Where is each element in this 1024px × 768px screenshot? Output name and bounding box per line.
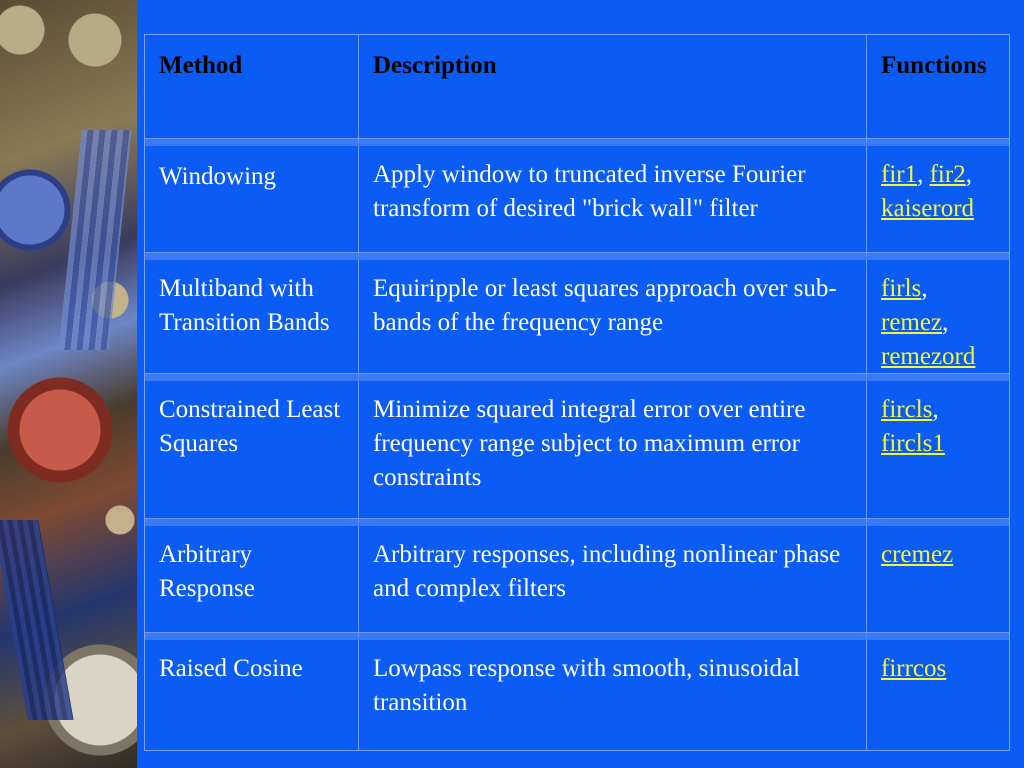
description-cell: Lowpass response with smooth, sinusoidal transition: [359, 640, 867, 750]
header-functions: Functions: [867, 35, 1009, 146]
table-row: [145, 381, 1009, 526]
ribbon-decoration: [58, 130, 131, 350]
functions-cell: [867, 146, 1009, 260]
header-description: Description: [359, 35, 867, 146]
function-link-cremez[interactable]: cremez: [881, 541, 954, 568]
function-link-firrcos[interactable]: firrcos: [881, 655, 947, 682]
description-cell: Minimize squared integral error over entire frequency range subject to maximum error constraints: [359, 381, 867, 526]
table-header-row: [145, 35, 1009, 146]
description-cell: Apply window to truncated inverse Fourier transform of desired "brick wall" filter: [359, 146, 867, 260]
function-link-fircls[interactable]: fircls: [881, 396, 933, 423]
function-link-fircls1[interactable]: fircls1: [881, 430, 945, 457]
method-cell: Windowing: [145, 146, 359, 260]
table-row: [145, 146, 1009, 260]
function-separator: ,: [921, 275, 928, 302]
function-link-remezord[interactable]: remezord: [881, 343, 976, 370]
table-row: [145, 260, 1009, 381]
function-separator: ,: [917, 161, 930, 188]
function-link-fir1[interactable]: fir1: [881, 161, 918, 188]
method-cell: Raised Cosine: [145, 640, 359, 750]
method-cell: Multiband with Transition Bands: [145, 260, 359, 381]
ribbon-decoration: [0, 520, 74, 720]
description-cell: Arbitrary responses, including nonlinear phase and complex filters: [359, 526, 867, 640]
table-row: [145, 640, 1009, 750]
description-cell: Equiripple or least squares approach over sub-bands of the frequency range: [359, 260, 867, 381]
header-method: Method: [145, 35, 359, 146]
functions-cell: [867, 260, 1009, 381]
functions-cell: [867, 640, 1009, 750]
method-cell: Constrained Least Squares: [145, 381, 359, 526]
decorative-medals-image: [0, 0, 137, 768]
function-link-firls[interactable]: firls: [881, 275, 922, 302]
function-separator: ,: [942, 309, 949, 336]
functions-cell: [867, 526, 1009, 640]
functions-cell: [867, 381, 1009, 526]
filter-design-methods-table: [144, 34, 1010, 751]
function-link-fir2[interactable]: fir2: [929, 161, 966, 188]
function-link-kaiserord[interactable]: kaiserord: [881, 195, 975, 222]
method-cell: Arbitrary Response: [145, 526, 359, 640]
function-link-remez[interactable]: remez: [881, 309, 943, 336]
function-separator: ,: [932, 396, 939, 423]
function-separator: ,: [965, 161, 972, 188]
table-row: [145, 526, 1009, 640]
